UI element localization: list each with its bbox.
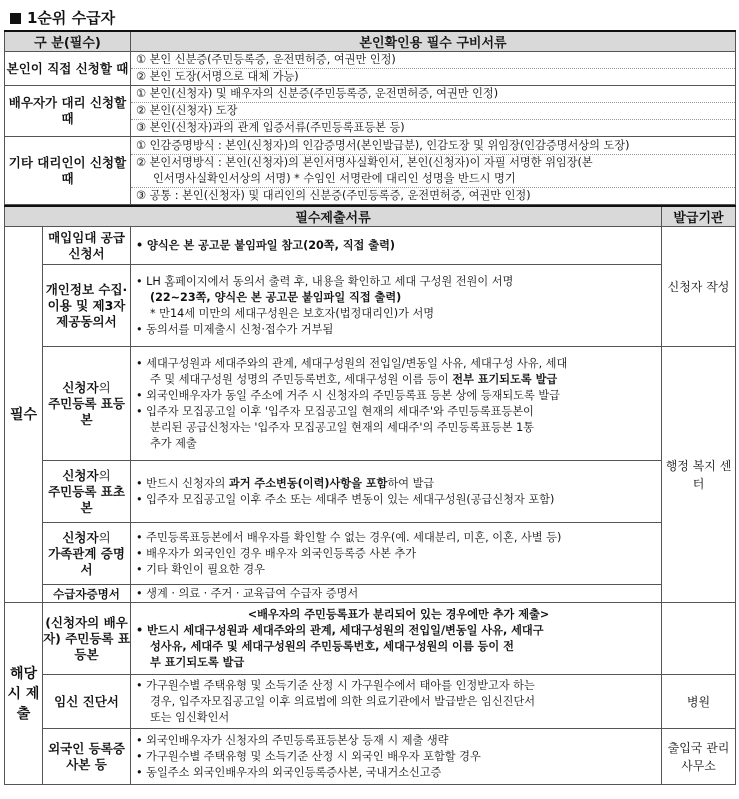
list-item: • 가구원수별 주택유형 및 소득기준 산정 시 외국인 배우자 포함할 경우 <box>136 749 481 763</box>
label-part: 가족관계 증명서 <box>48 545 125 577</box>
list-item: • 반드시 세대구성원과 세대주와의 관계, 세대구성원의 전입일/변동일 사유, 세대구 <box>136 623 544 637</box>
list-item: • LH 홈페이지에서 동의서 출력 후, 내용을 확인하고 세대 구성원 전원이 서명 <box>136 274 514 288</box>
list-item: • 입주자 모집공고일 이후 '입주자 모집공고일 현재의 세대주'와 주민등록표등본이 <box>136 404 534 418</box>
text-part: 과거 주소변동(이력)사항을 포함 <box>228 476 388 490</box>
issuer-welfare-center: 행정 복지 센터 <box>662 347 736 603</box>
black-square-icon <box>10 13 21 24</box>
identity-documents-table <box>4 30 736 205</box>
list-item: • 주민등록표등본에서 배우자를 확인할 수 없는 경우(예. 세대분리, 미혼, 이혼, 사별 등) <box>136 530 562 544</box>
doc-label-family-relation <box>43 523 131 585</box>
header-category: 구 분(필수) <box>5 31 131 52</box>
issuer-applicant: 신청자 작성 <box>662 227 736 347</box>
doc-label-alien-registration: 외국인 등록증 사본 등 <box>43 729 131 785</box>
list-item: • 외국인배우자가 동일 주소에 거주 시 신청자의 주민등록표 등본 상에 등재되도록 발급 <box>136 388 560 402</box>
doc-label-spouse-register: (신청자의 배우자) 주민등록 표등본 <box>43 603 131 675</box>
section-title: 1순위 수급자 <box>27 9 116 27</box>
list-item: ① 본인 신분증(주민등록증, 운전면허증, 여권만 인정) <box>131 52 735 69</box>
category-conditional: 해당 시 제출 <box>5 603 43 785</box>
doc-label-pregnancy: 임신 진단서 <box>43 675 131 729</box>
row-label-self: 본인이 직접 신청할 때 <box>5 52 131 86</box>
label-part: 주민등록 표초본 <box>48 483 125 515</box>
row-content-spouse <box>131 86 736 137</box>
label-part: 의 <box>98 529 111 545</box>
header-submission-docs: 필수제출서류 <box>5 206 662 227</box>
row-content-other-agent <box>131 137 736 205</box>
text-part: 전부 표기되도록 발급 <box>452 372 558 386</box>
list-item: 성사유, 세대주 및 세대구성원의 주민등록번호, 세대구성원의 이름 등이 전 <box>150 639 514 653</box>
label-part: 의 <box>98 379 111 395</box>
list-item: • 세대구성원과 세대주와의 관계, 세대구성원의 전입일/변동일 사유, 세대구성 사유, 세대 <box>136 356 568 370</box>
doc-content-alien-registration <box>131 729 662 785</box>
list-item: ① 인감증명방식 : 본인(신청자)의 인감증명서(본인발급분), 인감도장 및 위임장(인감증명서상의 도장) <box>131 138 735 155</box>
list-item: ① 본인(신청자) 및 배우자의 신분증(주민등록증, 운전면허증, 여권만 인정) <box>131 86 735 103</box>
list-item <box>131 372 661 388</box>
list-item: • 기타 확인이 필요한 경우 <box>136 562 265 576</box>
list-item: 또는 임신확인서 <box>150 710 230 724</box>
list-item: 추가 제출 <box>150 436 197 450</box>
issuer-hospital: 병원 <box>662 675 736 729</box>
list-item: ② 본인 도장(서명으로 대체 가능) <box>136 70 299 83</box>
list-item: • 배우자가 외국인인 경우 배우자 외국인등록증 사본 추가 <box>136 546 417 560</box>
list-item: * 만14세 미만의 세대구성원은 보호자(법정대리인)가 서명 <box>150 306 435 320</box>
label-part: 의 <box>98 467 111 483</box>
text-part: • 반드시 신청자의 <box>136 476 229 490</box>
list-item: ② 본인서명방식 : 본인(신청자)의 본인서명사실확인서, 본인(신청자)이 자필 서명한 위임장(본 <box>136 155 593 169</box>
doc-content-recipient-cert <box>131 585 662 603</box>
label-part: 신청자 <box>62 529 99 545</box>
label-part: 신청자 <box>62 467 99 483</box>
submission-documents-table <box>4 205 736 785</box>
doc-label-recipient-cert: 수급자증명서 <box>43 585 131 603</box>
list-item: • 입주자 모집공고일 이후 주소 또는 세대주 변동이 있는 세대구성원(공급신청자 포함) <box>136 492 555 506</box>
doc-content-application <box>131 227 662 265</box>
list-item: • 외국인배우자가 신청자의 주민등록표등본상 등재 시 제출 생략 <box>136 733 449 747</box>
row-content-self <box>131 52 736 86</box>
list-item: 경우, 입주자모집공고일 이후 의료법에 의한 의료기관에서 발급받은 임신진단서 <box>150 694 536 708</box>
doc-content-spouse-register <box>131 603 662 675</box>
list-item: ③ 공통 : 본인(신청자) 및 대리인의 신분증(주민등록증, 운전면허증, 여권만 인정) <box>136 188 531 202</box>
category-required: 필수 <box>5 227 43 603</box>
list-item: 인서명사실확인서상의 서명) * 수임인 서명란에 대리인 성명을 반드시 명기 <box>131 171 735 188</box>
section-heading <box>4 6 735 30</box>
doc-content-privacy-consent <box>131 265 662 347</box>
text-part: 주 및 세대구성원 성명의 주민등록번호, 세대구성원 이름 등이 <box>150 372 453 386</box>
doc-content-family-relation <box>131 523 662 585</box>
list-item: 부 표기되도록 발급 <box>150 655 245 669</box>
list-item: (22~23쪽, 양식은 본 공고문 붙임파일 직접 출력) <box>150 290 402 304</box>
document-page <box>4 0 735 785</box>
doc-label-privacy-consent: 개인정보 수집·이용 및 제3자 제공동의서 <box>43 265 131 347</box>
list-item: ③ 본인(신청자)과의 관계 입증서류(주민등록표등본 등) <box>136 121 405 134</box>
text-part: 하여 발급 <box>387 476 435 490</box>
list-item: • 동일주소 외국인배우자의 외국인등록증사본, 국내거소신고증 <box>136 765 442 779</box>
list-item: • 동의서를 미제출시 신청·접수가 거부됨 <box>136 322 334 336</box>
issuer-immigration-office: 출입국 관리 사무소 <box>662 729 736 785</box>
doc-label-resident-abstract <box>43 461 131 523</box>
row-label-spouse: 배우자가 대리 신청할 때 <box>5 86 131 137</box>
header-issuer: 발급기관 <box>662 206 736 227</box>
row-label-other-agent: 기타 대리인이 신청할 때 <box>5 137 131 205</box>
label-part: 신청자 <box>62 379 99 395</box>
list-item: • 생계 · 의료 · 주거 · 교육급여 수급자 증명서 <box>136 586 359 600</box>
list-item: • 양식은 본 공고문 붙임파일 참고(20쪽, 직접 출력) <box>136 238 395 252</box>
doc-content-pregnancy <box>131 675 662 729</box>
list-item: 분리된 공급신청자는 '입주자 모집공고일 현재의 세대주'의 주민등록표등본 1통 <box>150 420 534 434</box>
doc-label-resident-register <box>43 347 131 461</box>
doc-content-resident-abstract <box>131 461 662 523</box>
label-part: 주민등록 표등본 <box>48 395 125 427</box>
list-item <box>131 476 661 492</box>
list-item: • 가구원수별 주택유형 및 소득기준 산정 시 가구원수에서 태아를 인정받고자 하는 <box>136 678 535 692</box>
list-item: <배우자의 주민등록표가 분리되어 있는 경우에만 추가 제출> <box>247 607 550 621</box>
header-required-docs: 본인확인용 필수 구비서류 <box>131 31 736 52</box>
doc-label-application: 매입임대 공급신청서 <box>43 227 131 265</box>
list-item: ② 본인(신청자) 도장 <box>131 103 735 120</box>
issuer-welfare-center-2 <box>662 603 736 675</box>
doc-content-resident-register <box>131 347 662 461</box>
